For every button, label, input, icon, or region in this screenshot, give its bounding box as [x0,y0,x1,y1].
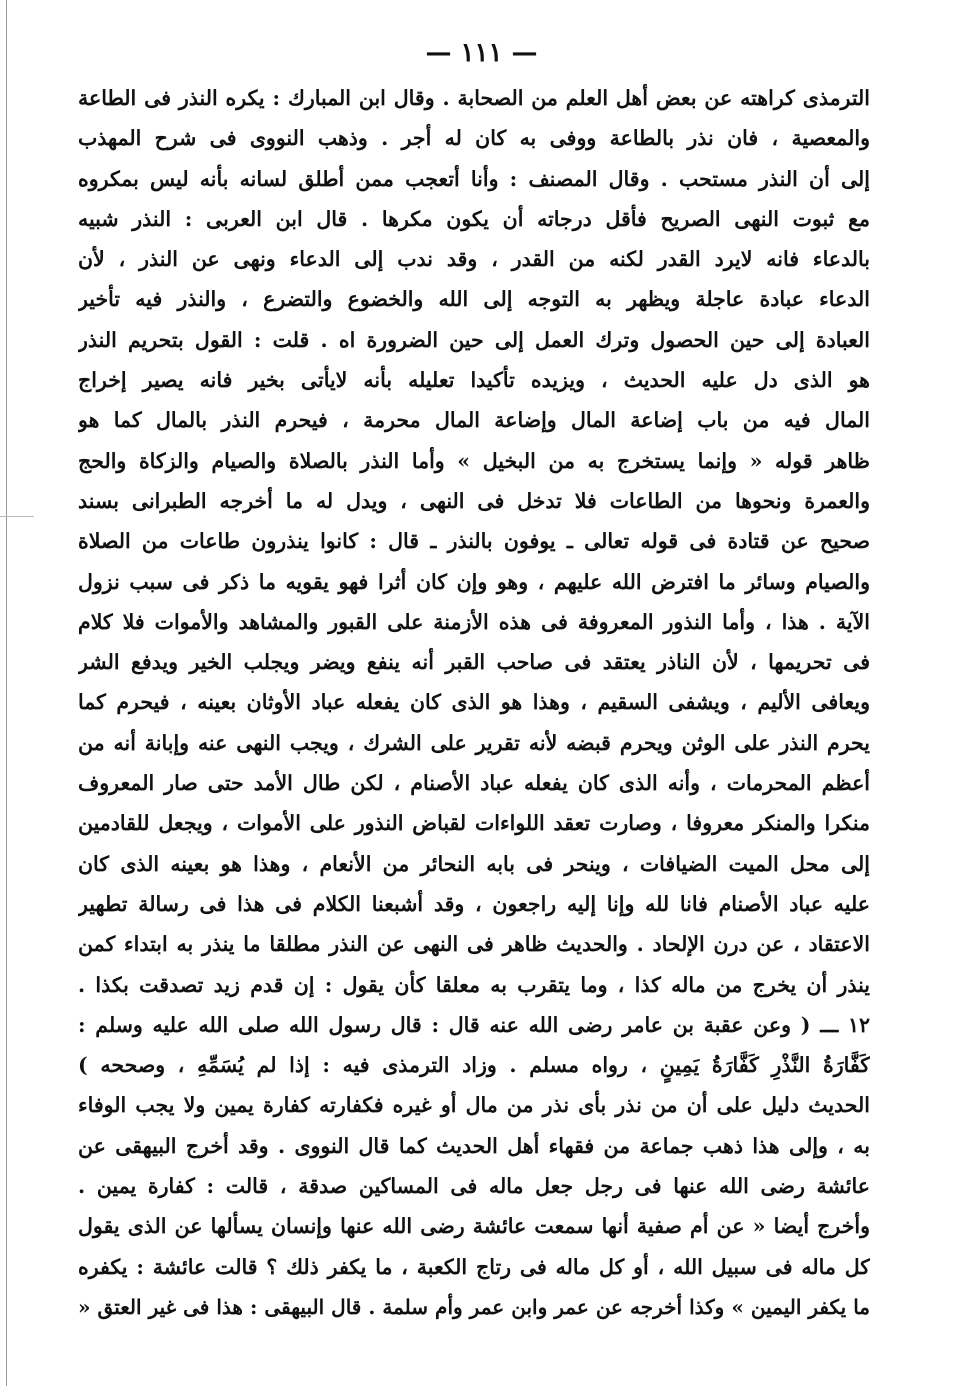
text-line: العبادة إلى حين الحصول وترك العمل إلى حين الضرورة اه . قلت : القول بتحريم النذر [78,327,870,352]
text-line: وأخرج أيضا « عن أم صفية أنها سمعت عائشة رضى الله عنها وإنسان يسألها عن الذى يقول [78,1214,870,1239]
text-line: يحرم النذر على الوثن ويحرم قبضه لأنه تقرير على الشرك ، ويجب النهى عنه وإبانة أنه من [78,730,870,755]
text-line: إلى محل الميت الضيافات ، وينحر فى بابه النحائر من الأنعام ، وهذا هو بعينه الذى كان [78,851,870,876]
text-line: المال فيه من باب إضاعة المال وإضاعة المال محرمة ، فيحرم النذر بالمال كما هو [78,408,870,433]
text-line: عائشة رضى الله عنها فى رجل جعل ماله فى المساكين صدقة ، قالت : كفارة يمين . [78,1174,870,1199]
text-line: إلى أن النذر مستحب . وقال المصنف : وأنا أتعجب ممن أطلق لسانه بأنه ليس بمكروه [78,166,870,191]
text-line: ويعافى الأليم ، ويشفى السقيم ، وهذا هو الذى كان يفعله عباد الأوثان بعينه ، فيحرم كما [78,690,870,715]
text-line: والصيام وسائر ما افترض الله عليهم ، وهو وإن كان أثرا فهو يقويه ما ذكر فى سبب نزول [78,569,870,594]
text-line: مع ثبوت النهى الصريح فأقل درجاته أن يكون مكرها . قال ابن العربى : النذر شبيه [78,206,870,231]
scan-gutter-line [6,0,7,1386]
text-line: كَفَّارَةُ النَّذْرِ كَفَّارَةُ يَمِينٍ ، رواه مسلم . وزاد الترمذى فيه : إذا لم يُسَمِّهِ ، وصححه ) [78,1053,870,1078]
text-line: ما يكفر اليمين » وكذا أخرجه عن عمر وابن عمر وأم سلمة . قال البيهقى : هذا فى غير العتق « [78,1294,870,1319]
page-body-text [78,78,870,1327]
text-line: كل ماله فى سبيل الله ، أو كل ماله فى رتاج الكعبة ، ما يكفر ذلك ؟ قالت عائشة : يكفره [78,1254,870,1279]
text-line: ١٢ ـــ ( وعن عقبة بن عامر رضى الله عنه قال : قال رسول الله صلى الله عليه وسلم : [78,1012,870,1037]
text-line: والعمرة ونحوها من الطاعات فلا تدخل فى النهى ، ويدل له ما أخرجه الطبرانى بسند [78,488,870,513]
text-line: الترمذى كراهته عن بعض أهل العلم من الصحابة . وقال ابن المبارك : يكره النذر فى الطاعة [78,86,870,110]
text-line: به ، وإلى هذا ذهب جماعة من فقهاء أهل الحديث كما قال النووى . وقد أخرج البيهقى عن [78,1133,870,1158]
text-line: ظاهر قوله « وإنما يستخرج به من البخيل » وأما النذر بالصلاة والصيام والزكاة والحج [78,448,870,473]
text-line: هو الذى دل عليه الحديث ، ويزيده تأكيدا تعليله بأنه لايأتى بخير فانه يصير إخراج [78,368,870,393]
page-number: — ١١١ — [425,38,538,68]
text-line: الآية . هذا ، وأما النذور المعروفة فى هذه الأزمنة على القبور والمشاهد والأموات فلا كلام [78,609,870,634]
text-line: الحديث دليل على أن من نذر بأى نذر من مال أو غيره فكفارته كفارة يمين ولا يجب الوفاء [78,1093,870,1118]
text-line: فى تحريمها ، لأن الناذر يعتقد فى صاحب القبر أنه ينفع ويضر ويجلب الخير ويدفع الشر [78,650,870,675]
text-line: الدعاء عبادة عاجلة ويظهر به التوجه إلى الله والخضوع والتضرع ، والنذر فيه تأخير [78,287,870,312]
text-line: منكرا والمنكر معروفا ، وصارت تعقد اللواءات لقباض النذور على الأموات ، ويجعل للقادمين [78,811,870,836]
text-line: أعظم المحرمات ، وأنه الذى كان يفعله عباد الأصنام ، لكن طال الأمد حتى صار المعروف [78,771,870,796]
text-line: والمعصية ، فان نذر بالطاعة ووفى به كان له أجر . وذهب النووى فى شرح المهذب [78,126,870,151]
text-line: ينذر أن يخرج من ماله كذا ، وما يتقرب به معلقا كأن يقول : إن قدم زيد تصدقت بكذا . [78,972,870,997]
text-line: الاعتقاد ، عن درن الإلحاد . والحديث ظاهر فى النهى عن النذر مطلقا ما ينذر به ابتداء كمن [78,932,870,957]
text-line: صحيح عن قتادة فى قوله تعالى ـ يوفون بالنذر ـ قال : كانوا ينذرون طاعات من الصلاة [78,529,870,554]
scan-gutter-mark [0,516,34,517]
text-line: عليه عباد الأصنام فانا لله وإنا إليه راجعون ، وقد أشبعنا الكلام فى هذا فى رسالة تطهير [78,891,870,916]
text-line: بالدعاء فانه لايرد القدر لكنه من القدر ، وقد ندب إلى الدعاء ونهى عن النذر ، لأن [78,247,870,272]
